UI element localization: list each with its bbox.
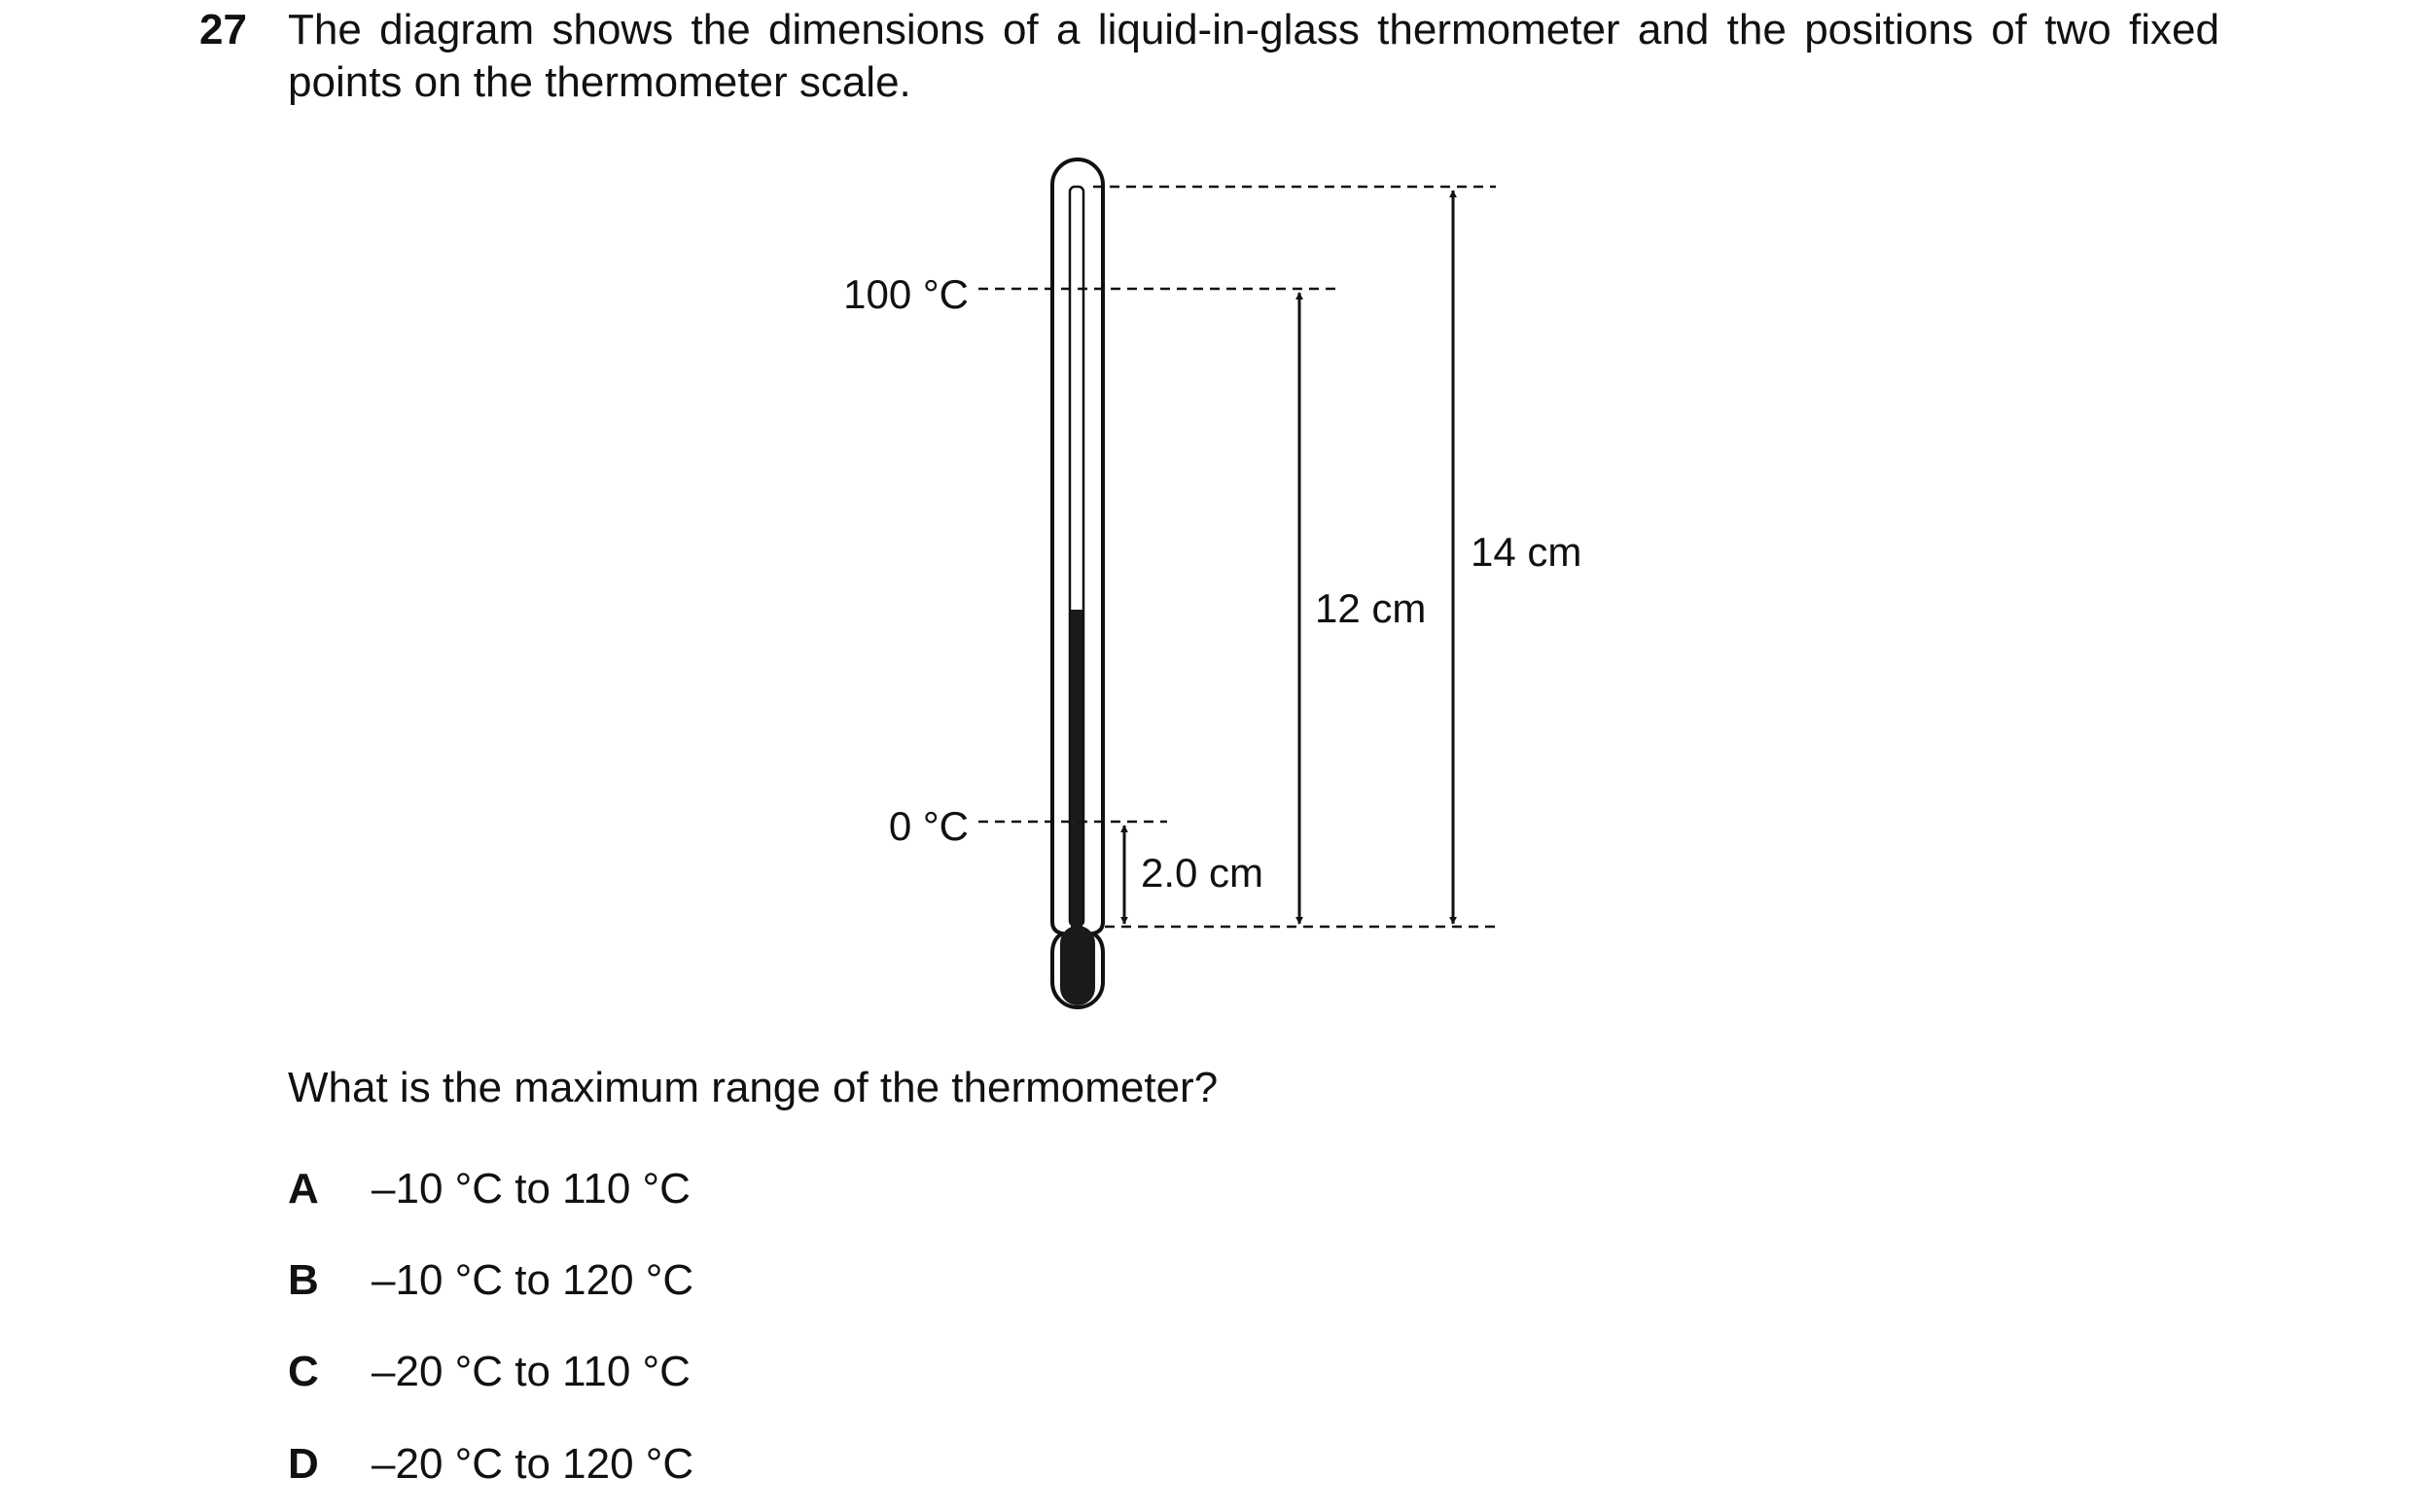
option-a[interactable] bbox=[288, 1163, 691, 1215]
label-0-degrees: 0 °C bbox=[888, 803, 969, 849]
label-100-degrees: 100 °C bbox=[843, 271, 969, 317]
option-letter: A bbox=[288, 1165, 319, 1213]
thermometer-bulb-liquid bbox=[1060, 926, 1095, 1005]
option-b[interactable] bbox=[288, 1254, 693, 1307]
label-12cm: 12 cm bbox=[1315, 585, 1427, 631]
option-letter: C bbox=[288, 1348, 319, 1395]
question-number: 27 bbox=[199, 6, 247, 53]
label-2cm: 2.0 cm bbox=[1141, 850, 1264, 896]
option-text: –20 °C to 120 °C bbox=[372, 1440, 694, 1488]
option-text: –10 °C to 120 °C bbox=[372, 1256, 694, 1304]
option-c[interactable] bbox=[288, 1346, 691, 1398]
option-letter: D bbox=[288, 1440, 319, 1488]
option-text: –10 °C to 110 °C bbox=[372, 1165, 691, 1213]
question-prompt: What is the maximum range of the thermometer? bbox=[288, 1064, 1219, 1111]
label-14cm: 14 cm bbox=[1471, 529, 1582, 575]
option-letter: B bbox=[288, 1256, 319, 1304]
option-d[interactable] bbox=[288, 1438, 693, 1491]
thermometer-liquid-column bbox=[1071, 610, 1082, 940]
option-text: –20 °C to 110 °C bbox=[372, 1348, 691, 1395]
question-stem: The diagram shows the dimensions of a liquid-in-glass thermometer and the positions of two fixed points on the thermometer scale. bbox=[288, 6, 2219, 106]
